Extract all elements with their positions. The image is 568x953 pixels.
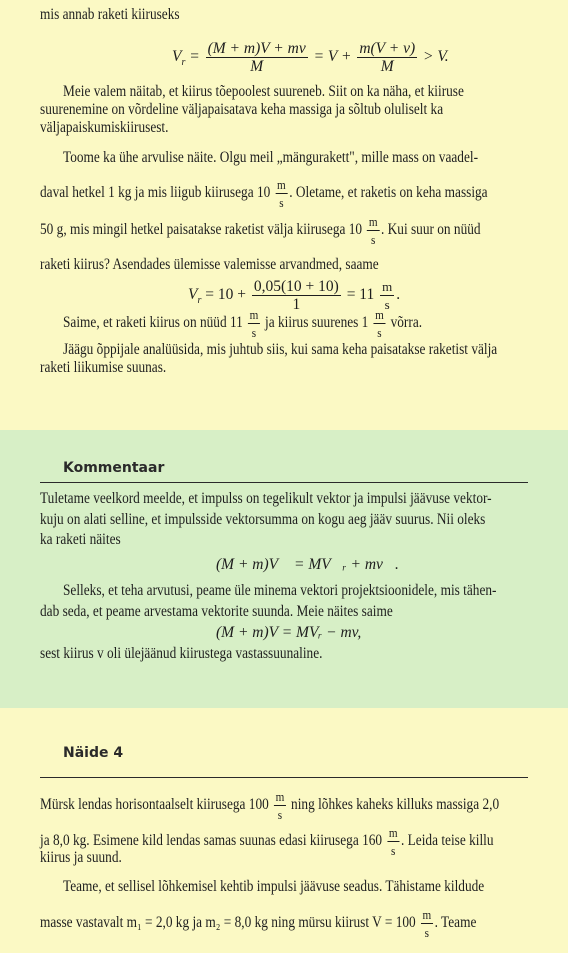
intro-text: mis annab raketi kiiruseks (40, 6, 180, 23)
equation-rocket-speed: $V_r$ = $\frac{(M + m)V + mv}{M}$ = V + $\frac{m(V + v)}{M}$ > V. (172, 40, 449, 75)
example-heading: Näide 4 (63, 745, 124, 761)
paragraph-3: Saime, et raketi kiirus on nüüd 11 $\frac{m}{s}$ ja kiirus suurenes 1 $\frac{m}{s}$ võrra. (63, 307, 423, 340)
paragraph-2-line-4: raketi kiirus? Asendades ülemisse valemisse arvandmed, saame (40, 256, 379, 273)
example-line-1: Mürsk lendas horisontaalselt kiirusega 100 $\frac{m}{s}$ ning lõhkes kaheks killuks massiga 2,0 (40, 789, 500, 822)
comment-line-5: dab seda, et peame arvestama vektorite suunda. Meie näites saime (40, 603, 393, 620)
paragraph-2-line-2: daval hetkel 1 kg ja mis liigub kiirusega 10 $\frac{m}{s}$ . Oletame, et raketis on keha massiga (40, 177, 488, 210)
comment-line-3: ka raketi näites (40, 531, 121, 548)
example-line-4: Teame, et sellisel lõhkemisel kehtib impulsi jäävuse seadus. Tähistame kildude (63, 878, 485, 895)
paragraph-1-line-1: Meie valem näitab, et kiirus tõepoolest suureneb. Siit on ka näha, et kiiruse (63, 83, 464, 100)
comment-line-2: kuju on alati selline, et impulsside vektorsumma on kogu aeg jääv suurus. Nii oleks (40, 511, 486, 528)
comment-heading: Kommentaar (63, 460, 165, 476)
paragraph-4-line-2: raketi liikumise suunas. (40, 359, 167, 376)
paragraph-4-line-1: Jäägu õppijale analüüsida, mis juhtub siis, kui sama keha paisatakse raketist välja (63, 341, 498, 358)
paragraph-2-line-3: 50 g, mis mingil hetkel paisatakse raketist välja kiirusega 10 $\frac{m}{s}$ . Kui suur on nüüd (40, 214, 481, 247)
equation-projection: (M + m)V = MVᵣ − mv, (216, 624, 362, 641)
comment-line-4: Selleks, et teha arvutusi, peame üle minema vektori projektsioonidele, mis tähen- (63, 582, 497, 599)
paragraph-2-line-1: Toome ka ühe arvulise näite. Olgu meil „mängurakett", mille mass on vaadel- (63, 149, 479, 166)
paragraph-1-line-3: väljapaiskumiskiirusest. (40, 119, 169, 136)
paragraph-1-line-2: suurenemine on võrdeline väljapaisatava keha massiga ja sõltub oluliselt ka (40, 101, 444, 118)
example-divider (40, 777, 528, 778)
comment-line-1: Tuletame veelkord meelde, et impulss on tegelikult vektor ja impulsi jäävuse vektor- (40, 490, 492, 507)
example-line-2: ja 8,0 kg. Esimene kild lendas samas suunas edasi kiirusega 160 $\frac{m}{s}$ . Leida teise killu (40, 825, 494, 858)
comment-line-6: sest kiirus v oli ülejäänud kiirustega vastassuunaline. (40, 645, 323, 662)
comment-divider (40, 482, 528, 483)
example-line-5: masse vastavalt m₁ = 2,0 kg ja m₂ = 8,0 kg ning mürsu kiirust V = 100 $\frac{m}{s}$ . Teame (40, 907, 477, 940)
example-line-3: kiirus ja suund. (40, 849, 122, 866)
equation-numeric: $V_r = 10$ + $\frac{0,05(10 + 10)}{1}$ = 11 $\frac{m}{s}$ . (188, 278, 401, 313)
equation-vector: (M + m)V⃗ = MV⃗ᵣ + mv⃗. (216, 556, 399, 573)
